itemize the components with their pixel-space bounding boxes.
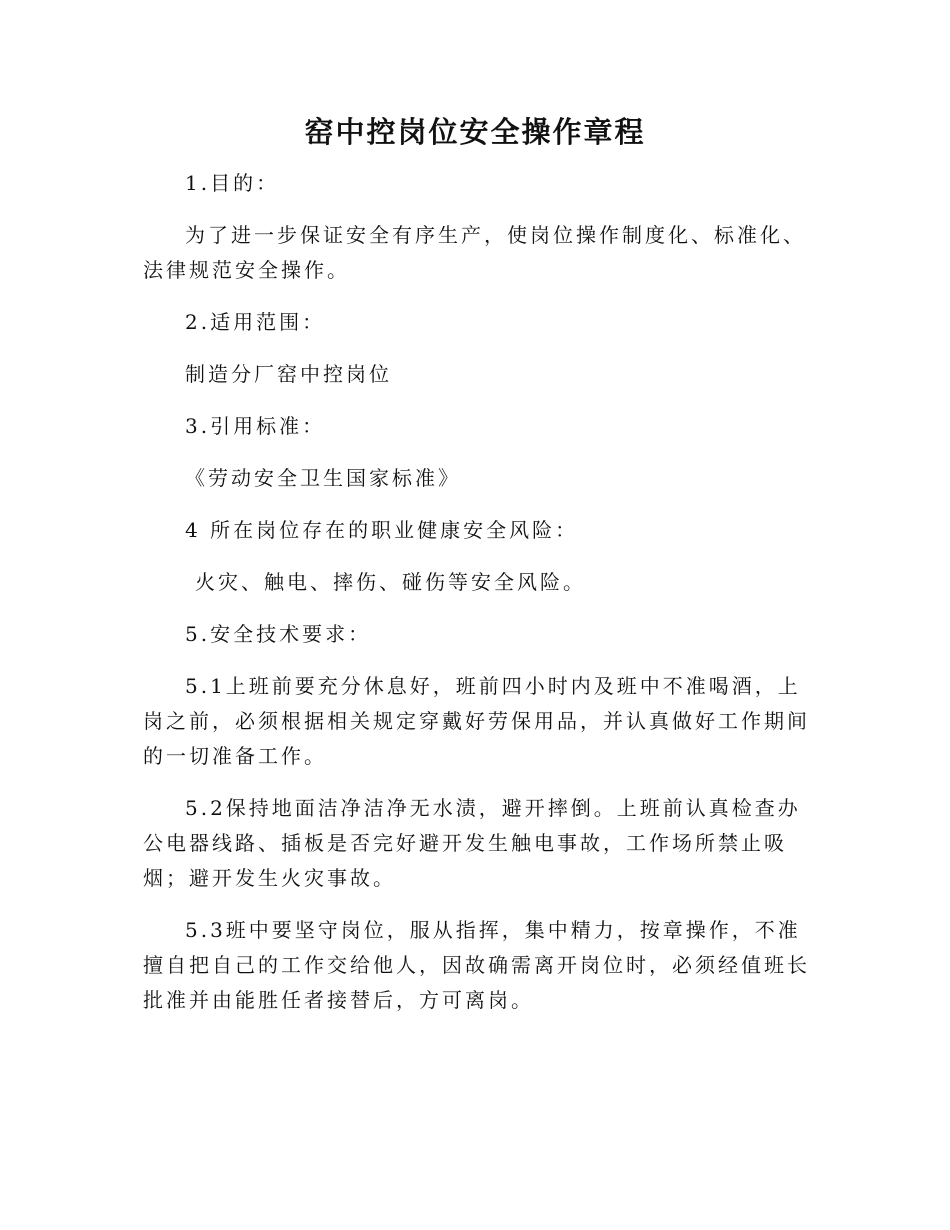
requirement-5-3: 5.3班中要坚守岗位，服从指挥，集中精力，按章操作，不准擅自把自己的工作交给他人，因故确需离开岗位时，必须经值班长批准并由能胜任者接替后，方可离岗。 bbox=[143, 918, 810, 1012]
paragraph-risks: 火灾、触电、摔伤、碰伤等安全风险。 bbox=[195, 570, 586, 594]
section-heading-risks: 4 所在岗位存在的职业健康安全风险： bbox=[185, 518, 579, 542]
paragraph-scope: 制造分厂窑中控岗位 bbox=[185, 362, 392, 386]
document-title: 窑中控岗位安全操作章程 bbox=[304, 115, 646, 149]
section-heading-purpose: 1.目的： bbox=[185, 171, 280, 195]
requirement-5-1: 5.1上班前要充分休息好，班前四小时内及班中不准喝酒，上岗之前，必须根据相关规定穿戴好劳保用品，并认真做好工作期间的一切准备工作。 bbox=[143, 674, 810, 768]
paragraph-references: 《劳动安全卫生国家标准》 bbox=[185, 466, 461, 490]
section-heading-scope: 2.适用范围： bbox=[185, 310, 326, 334]
section-heading-references: 3.引用标准： bbox=[185, 414, 326, 438]
requirement-5-2: 5.2保持地面洁净洁净无水渍，避开摔倒。上班前认真检查办公电器线路、插板是否完好避开发生触电事故，工作场所禁止吸烟；避开发生火灾事故。 bbox=[143, 796, 801, 890]
paragraph-purpose: 为了进一步保证安全有序生产，使岗位操作制度化、标准化、法律规范安全操作。 bbox=[143, 223, 806, 282]
document-body bbox=[143, 166, 811, 1035]
section-heading-requirements: 5.安全技术要求： bbox=[185, 622, 372, 646]
